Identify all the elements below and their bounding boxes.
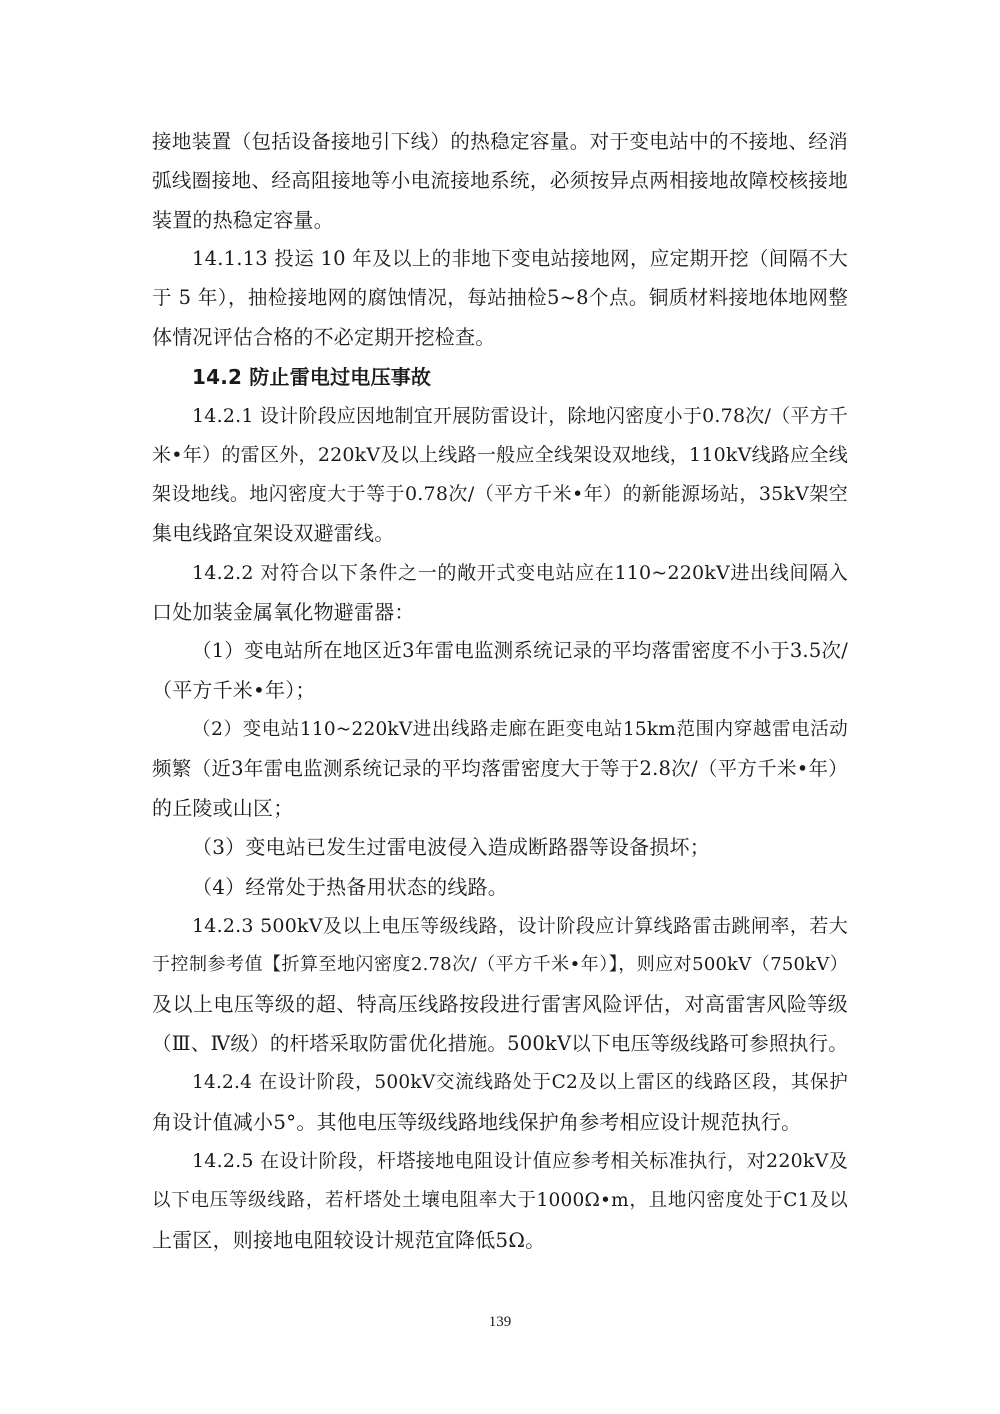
- body-text-line: 弧线圈接地、经高阻接地等小电流接地系统，必须按异点两相接地故障校核接地: [152, 169, 848, 192]
- body-text-line: 14.2.5 在设计阶段，杆塔接地电阻设计值应参考相关标准执行，对220kV及: [192, 1150, 848, 1172]
- page-number: 139: [488, 1314, 512, 1330]
- body-text-line: 14.1.13 投运 10 年及以上的非地下变电站接地网，应定期开挖（间隔不大: [192, 247, 848, 270]
- body-text-line: 于 5 年），抽检接地网的腐蚀情况，每站抽检5~8个点。铜质材料接地体地网整: [152, 286, 848, 309]
- list-item-line: （2）变电站110~220kV进出线路走廊在距变电站15km范围内穿越雷电活动: [192, 719, 848, 740]
- body-text-line: 装置的热稳定容量。: [152, 208, 334, 232]
- body-text-line: （Ⅲ、Ⅳ级）的杆塔采取防雷优化措施。500kV以下电压等级线路可参照执行。: [152, 1032, 848, 1055]
- body-text-line: 架设地线。地闪密度大于等于0.78次/（平方千米•年）的新能源场站，35kV架空: [152, 483, 848, 505]
- body-text-line: 体情况评估合格的不必定期开挖检查。: [152, 325, 496, 349]
- body-text-line: 集电线路宜架设双避雷线。: [152, 521, 395, 545]
- body-text-line: 角设计值减小5°。其他电压等级线路地线保护角参考相应设计规范执行。: [152, 1110, 802, 1134]
- body-text-line: 14.2.4 在设计阶段，500kV交流线路处于C2及以上雷区的线路区段，其保护: [192, 1072, 848, 1093]
- body-text-line: 14.2.1 设计阶段应因地制宜开展防雷设计，除地闪密度小于0.78次/（平方千: [192, 405, 848, 427]
- section-heading: 14.2 防止雷电过电压事故: [192, 365, 432, 389]
- list-item-line: （1）变电站所在地区近3年雷电监测系统记录的平均落雷密度不小于3.5次/: [192, 639, 848, 662]
- body-text-line: 及以上电压等级的超、特高压线路按段进行雷害风险评估，对高雷害风险等级: [152, 992, 848, 1016]
- body-text-line: 上雷区，则接地电阻较设计规范宜降低5Ω。: [152, 1228, 546, 1252]
- body-text-line: 口处加装金属氧化物避雷器：: [152, 600, 415, 624]
- body-text-line: 以下电压等级线路，若杆塔处土壤电阻率大于1000Ω•m，且地闪密度处于C1及以: [152, 1190, 848, 1211]
- body-text-line: 于控制参考值【折算至地闪密度2.78次/（平方千米•年）】，则应对500kV（750kV）: [152, 954, 848, 975]
- list-item-line: 的丘陵或山区；: [152, 796, 294, 820]
- body-text-line: 米•年）的雷区外，220kV及以上线路一般应全线架设双地线，110kV线路应全线: [152, 444, 848, 466]
- body-text-line: 14.2.3 500kV及以上电压等级线路，设计阶段应计算线路雷击跳闸率，若大: [192, 915, 848, 937]
- list-item-line: 频繁（近3年雷电监测系统记录的平均落雷密度大于等于2.8次/（平方千米•年）: [152, 757, 848, 780]
- list-item-line: （平方千米•年）；: [152, 678, 316, 702]
- body-text-line: 接地装置（包括设备接地引下线）的热稳定容量。对于变电站中的不接地、经消: [152, 130, 848, 153]
- list-item-line: （3）变电站已发生过雷电波侵入造成断路器等设备损坏；: [192, 835, 710, 859]
- list-item-line: （4）经常处于热备用状态的线路。: [192, 875, 508, 899]
- body-text-line: 14.2.2 对符合以下条件之一的敞开式变电站应在110~220kV进出线间隔入: [192, 562, 848, 584]
